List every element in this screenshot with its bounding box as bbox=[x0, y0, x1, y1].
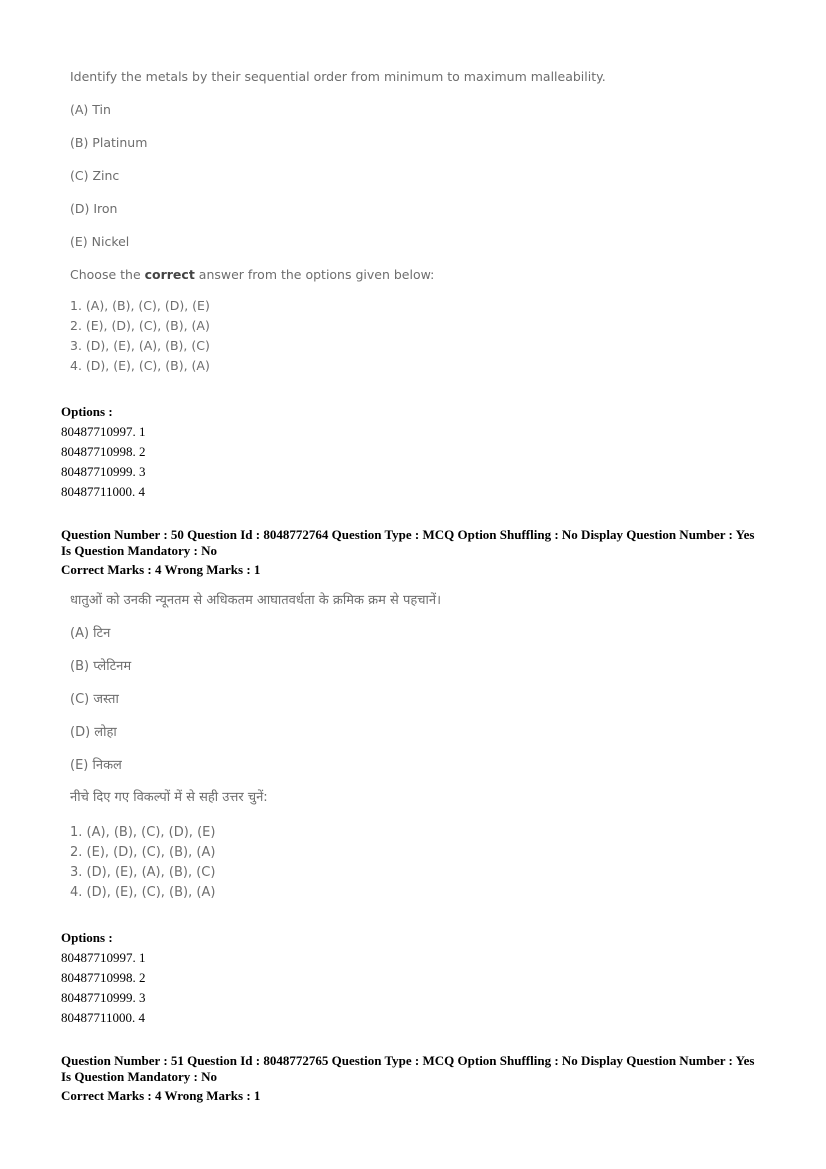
item-e: (E) Nickel bbox=[70, 234, 130, 249]
choose-instruction: Choose the correct answer from the options given below: bbox=[70, 267, 435, 282]
options-label: Options : bbox=[61, 404, 113, 419]
answer-choice-4: 4. (D), (E), (C), (B), (A) bbox=[70, 885, 216, 900]
item-b: (B) Platinum bbox=[70, 135, 148, 150]
item-a: (A) टिन bbox=[70, 626, 111, 641]
item-c: (C) जस्ता bbox=[70, 692, 119, 707]
question-49-image bbox=[70, 68, 606, 376]
option-id-row: 80487710999. 3 bbox=[61, 464, 146, 479]
item-b: (B) प्लेटिनम bbox=[70, 659, 132, 674]
item-e: (E) निकल bbox=[70, 758, 122, 773]
option-id-row: 80487710999. 3 bbox=[61, 990, 146, 1005]
option-id-row: 80487710997. 1 bbox=[61, 424, 146, 439]
mandatory-line: Is Question Mandatory : No bbox=[61, 543, 218, 558]
answer-choice-3: 3. (D), (E), (A), (B), (C) bbox=[70, 338, 210, 353]
option-id-row: 80487711000. 4 bbox=[61, 1010, 146, 1025]
item-d: (D) लोहा bbox=[70, 725, 117, 740]
options-label: Options : bbox=[61, 930, 113, 945]
marks-line: Correct Marks : 4 Wrong Marks : 1 bbox=[61, 562, 261, 577]
question-50-image bbox=[70, 592, 441, 903]
options-block-2 bbox=[61, 928, 146, 1028]
choose-instruction: नीचे दिए गए विकल्पों में से सही उत्तर चुनें: bbox=[70, 790, 268, 805]
question-stem: Identify the metals by their sequential order from minimum to maximum malleability. bbox=[70, 69, 606, 84]
question-info-line: Question Number : 50 Question Id : 8048772764 Question Type : MCQ Option Shuffling : No Display Question Number : Yes bbox=[61, 527, 755, 542]
answer-choice-2: 2. (E), (D), (C), (B), (A) bbox=[70, 318, 210, 333]
answer-choice-2: 2. (E), (D), (C), (B), (A) bbox=[70, 845, 216, 860]
option-id-row: 80487710998. 2 bbox=[61, 970, 146, 985]
question-50-meta bbox=[61, 527, 754, 578]
item-d: (D) Iron bbox=[70, 201, 118, 216]
question-51-meta bbox=[61, 1053, 754, 1104]
option-id-row: 80487710997. 1 bbox=[61, 950, 146, 965]
marks-line: Correct Marks : 4 Wrong Marks : 1 bbox=[61, 1088, 261, 1103]
answer-choice-1: 1. (A), (B), (C), (D), (E) bbox=[70, 298, 210, 313]
answer-choice-3: 3. (D), (E), (A), (B), (C) bbox=[70, 865, 216, 880]
options-block-1 bbox=[61, 402, 146, 502]
option-id-row: 80487710998. 2 bbox=[61, 444, 146, 459]
item-c: (C) Zinc bbox=[70, 168, 120, 183]
answer-choice-1: 1. (A), (B), (C), (D), (E) bbox=[70, 825, 216, 840]
question-info-line: Question Number : 51 Question Id : 8048772765 Question Type : MCQ Option Shuffling : No Display Question Number : Yes bbox=[61, 1053, 755, 1068]
item-a: (A) Tin bbox=[70, 102, 111, 117]
mandatory-line: Is Question Mandatory : No bbox=[61, 1069, 218, 1084]
option-id-row: 80487711000. 4 bbox=[61, 484, 146, 499]
question-stem: धातुओं को उनकी न्यूनतम से अधिकतम आघातवर्धता के क्रमिक क्रम से पहचानें। bbox=[70, 593, 442, 608]
answer-choice-4: 4. (D), (E), (C), (B), (A) bbox=[70, 358, 210, 373]
